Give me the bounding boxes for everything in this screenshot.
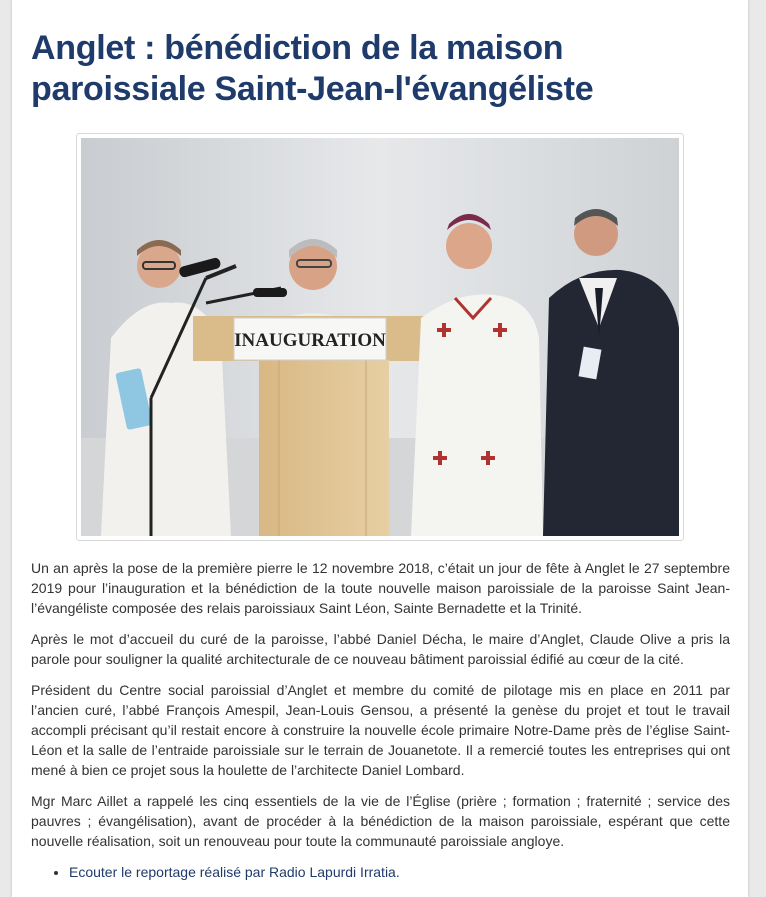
page-title: Anglet : bénédiction de la maison paroissiale Saint-Jean-l'évangéliste bbox=[31, 29, 594, 108]
article-photo bbox=[76, 133, 684, 541]
article-paragraph: Président du Centre social paroissial d’Anglet et membre du comité de pilotage mis en place en 2011 par l’ancien curé, l’abbé François Amespil, Jean-Louis Gensou, a présenté la genèse du projet et tout le travail accompli précisant qu’il restait encore à construire la nouvelle école primaire Notre-Dame près de l’église Saint-Léon et la salle de l’entraide paroissiale sur le terrain de Jouanetote. Il a remercié toutes les entreprises qui ont mené à bien ce projet sous la houlette de l’architecte Daniel Lombard. bbox=[31, 682, 730, 778]
lectern-sign-text: INAUGURATION bbox=[234, 330, 386, 351]
radio-report-link[interactable]: Ecouter le reportage réalisé par Radio Lapurdi Irratia. bbox=[69, 864, 400, 880]
article-card bbox=[12, 0, 748, 897]
article-body bbox=[31, 558, 730, 882]
article-paragraph: Un an après la pose de la première pierre le 12 novembre 2018, c’était un jour de fête à Anglet le 27 septembre 2019 pour l’inauguration et la bénédiction de la toute nouvelle maison paroissiale de la paroisse Saint Jean-l’évangéliste composée des relais paroissiaux Saint Léon, Sainte Bernadette et la Trinité. bbox=[31, 560, 730, 616]
links-list bbox=[31, 862, 730, 882]
article-paragraph: Après le mot d’accueil du curé de la paroisse, l’abbé Daniel Décha, le maire d’Anglet, Claude Olive a pris la parole pour souligner la qualité architecturale de ce nouveau bâtiment paroissial édifié au cœur de la cité. bbox=[31, 631, 730, 667]
list-item bbox=[69, 862, 730, 882]
inauguration-photo bbox=[81, 138, 679, 536]
article-paragraph: Mgr Marc Aillet a rappelé les cinq essentiels de la vie de l’Église (prière ; formation ; fraternité ; service des pauvres ; évangélisation), avant de procéder à la bénédiction de la maison paroissiale, espérant que cette nouvelle réalisation, soit un renouveau pour toute la communauté paroissiale angloye. bbox=[31, 793, 730, 849]
